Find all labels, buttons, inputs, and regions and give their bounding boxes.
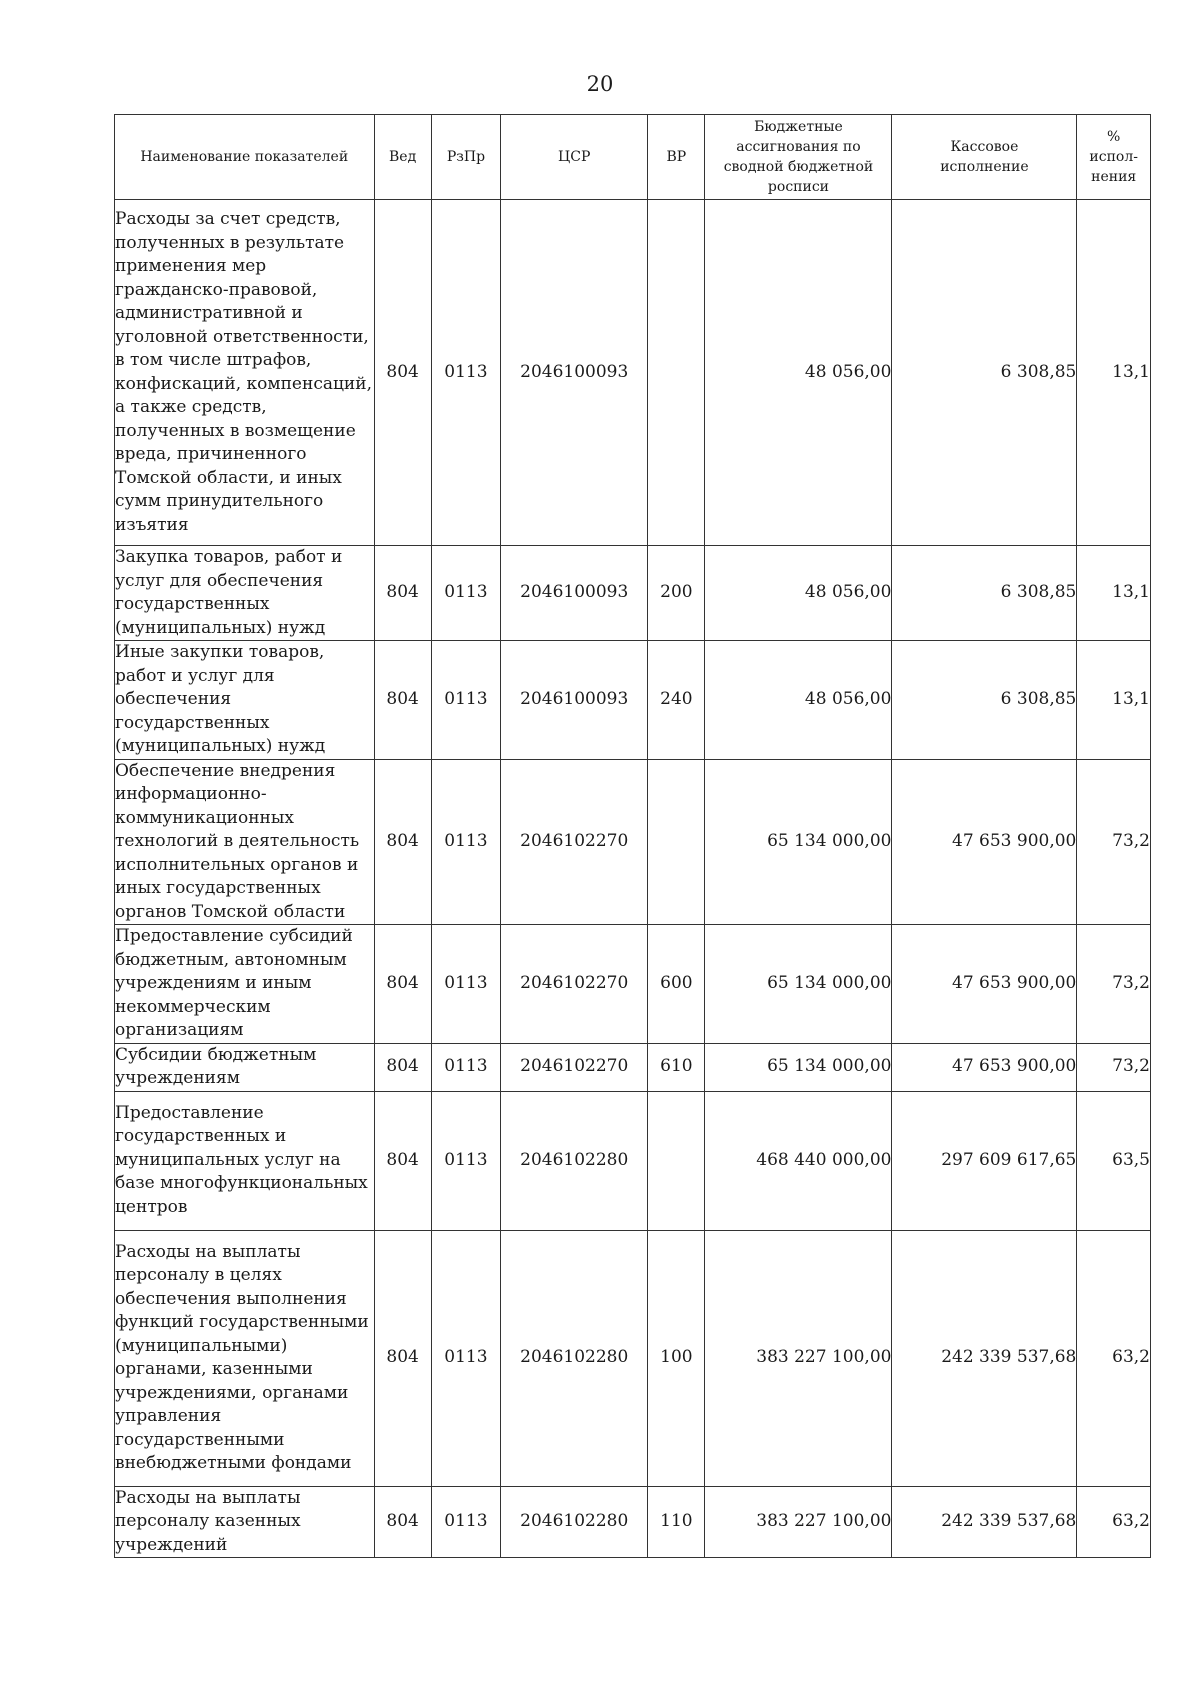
row-cash: 47 653 900,00 bbox=[892, 925, 1077, 1044]
row-pct: 13,1 bbox=[1077, 546, 1151, 641]
row-rzpr: 0113 bbox=[431, 1230, 500, 1486]
row-ved: 804 bbox=[374, 1230, 431, 1486]
header-budget: Бюджетные ассигнования по сводной бюджетной росписи bbox=[705, 115, 892, 200]
row-cash: 297 609 617,65 bbox=[892, 1091, 1077, 1230]
row-budget: 383 227 100,00 bbox=[705, 1486, 892, 1558]
row-ved: 804 bbox=[374, 1091, 431, 1230]
row-pct: 73,2 bbox=[1077, 925, 1151, 1044]
row-rzpr: 0113 bbox=[431, 641, 500, 760]
row-csr: 2046100093 bbox=[501, 641, 648, 760]
row-csr: 2046102280 bbox=[501, 1486, 648, 1558]
budget-execution-table bbox=[114, 114, 1151, 1558]
row-budget: 48 056,00 bbox=[705, 200, 892, 546]
page-number: 20 bbox=[586, 72, 614, 96]
table-row bbox=[115, 546, 1151, 641]
row-cash: 47 653 900,00 bbox=[892, 1043, 1077, 1091]
header-vr: ВР bbox=[648, 115, 705, 200]
row-csr: 2046102270 bbox=[501, 925, 648, 1044]
row-budget: 383 227 100,00 bbox=[705, 1230, 892, 1486]
row-name: Предоставление субсидий бюджетным, автономным учреждениям и иным некоммерческим организациям bbox=[115, 925, 375, 1044]
row-budget: 65 134 000,00 bbox=[705, 759, 892, 925]
header-csr: ЦСР bbox=[501, 115, 648, 200]
row-csr: 2046100093 bbox=[501, 546, 648, 641]
row-pct: 73,2 bbox=[1077, 759, 1151, 925]
row-pct: 63,5 bbox=[1077, 1091, 1151, 1230]
row-csr: 2046102270 bbox=[501, 1043, 648, 1091]
row-csr: 2046102280 bbox=[501, 1230, 648, 1486]
table-row bbox=[115, 925, 1151, 1044]
row-ved: 804 bbox=[374, 925, 431, 1044]
row-vr bbox=[648, 1091, 705, 1230]
row-vr: 610 bbox=[648, 1043, 705, 1091]
row-rzpr: 0113 bbox=[431, 925, 500, 1044]
row-name: Субсидии бюджетным учреждениям bbox=[115, 1043, 375, 1091]
row-pct: 63,2 bbox=[1077, 1486, 1151, 1558]
row-csr: 2046102270 bbox=[501, 759, 648, 925]
row-name: Обеспечение внедрения информационно-коммуникационных технологий в деятельность исполнительных органов и иных государственных органов Томской области bbox=[115, 759, 375, 925]
table-row bbox=[115, 1230, 1151, 1486]
row-vr: 240 bbox=[648, 641, 705, 760]
row-name: Предоставление государственных и муниципальных услуг на базе многофункциональных центров bbox=[115, 1091, 375, 1230]
row-pct: 73,2 bbox=[1077, 1043, 1151, 1091]
row-vr: 110 bbox=[648, 1486, 705, 1558]
table-row bbox=[115, 641, 1151, 760]
row-vr: 200 bbox=[648, 546, 705, 641]
header-ved: Вед bbox=[374, 115, 431, 200]
header-cash: Кассовое исполнение bbox=[892, 115, 1077, 200]
row-ved: 804 bbox=[374, 200, 431, 546]
row-csr: 2046102280 bbox=[501, 1091, 648, 1230]
row-budget: 48 056,00 bbox=[705, 641, 892, 760]
table-row bbox=[115, 1043, 1151, 1091]
row-cash: 242 339 537,68 bbox=[892, 1486, 1077, 1558]
row-cash: 242 339 537,68 bbox=[892, 1230, 1077, 1486]
row-budget: 65 134 000,00 bbox=[705, 1043, 892, 1091]
header-name: Наименование показателей bbox=[115, 115, 375, 200]
row-cash: 47 653 900,00 bbox=[892, 759, 1077, 925]
table-row bbox=[115, 1091, 1151, 1230]
row-ved: 804 bbox=[374, 1486, 431, 1558]
table-header-row bbox=[115, 115, 1151, 200]
row-budget: 65 134 000,00 bbox=[705, 925, 892, 1044]
row-budget: 468 440 000,00 bbox=[705, 1091, 892, 1230]
row-vr: 600 bbox=[648, 925, 705, 1044]
table-row bbox=[115, 759, 1151, 925]
row-ved: 804 bbox=[374, 641, 431, 760]
row-cash: 6 308,85 bbox=[892, 641, 1077, 760]
row-name: Иные закупки товаров, работ и услуг для обеспечения государственных (муниципальных) нужд bbox=[115, 641, 375, 760]
row-ved: 804 bbox=[374, 546, 431, 641]
row-rzpr: 0113 bbox=[431, 1486, 500, 1558]
row-ved: 804 bbox=[374, 759, 431, 925]
row-name: Расходы на выплаты персоналу казенных учреждений bbox=[115, 1486, 375, 1558]
row-name: Закупка товаров, работ и услуг для обеспечения государственных (муниципальных) нужд bbox=[115, 546, 375, 641]
row-name: Расходы на выплаты персоналу в целях обеспечения выполнения функций государственными (муниципальными) органами, казенными учреждениями, органами управления государственными внебюджетными фондами bbox=[115, 1230, 375, 1486]
row-name: Расходы за счет средств, полученных в результате применения мер гражданско-правовой, административной и уголовной ответственности, в том числе штрафов, конфискаций, компенсаций, а также средств, полученных в возмещение вреда, причиненного Томской области, и иных сумм принудительного изъятия bbox=[115, 200, 375, 546]
table-row bbox=[115, 1486, 1151, 1558]
row-vr bbox=[648, 200, 705, 546]
row-pct: 13,1 bbox=[1077, 641, 1151, 760]
row-pct: 63,2 bbox=[1077, 1230, 1151, 1486]
row-vr: 100 bbox=[648, 1230, 705, 1486]
header-rzpr: РзПр bbox=[431, 115, 500, 200]
table-row bbox=[115, 200, 1151, 546]
row-csr: 2046100093 bbox=[501, 200, 648, 546]
row-cash: 6 308,85 bbox=[892, 546, 1077, 641]
row-budget: 48 056,00 bbox=[705, 546, 892, 641]
row-ved: 804 bbox=[374, 1043, 431, 1091]
row-rzpr: 0113 bbox=[431, 759, 500, 925]
row-vr bbox=[648, 759, 705, 925]
row-rzpr: 0113 bbox=[431, 1091, 500, 1230]
row-pct: 13,1 bbox=[1077, 200, 1151, 546]
row-cash: 6 308,85 bbox=[892, 200, 1077, 546]
row-rzpr: 0113 bbox=[431, 200, 500, 546]
row-rzpr: 0113 bbox=[431, 1043, 500, 1091]
header-pct: % испол-нения bbox=[1077, 115, 1151, 200]
row-rzpr: 0113 bbox=[431, 546, 500, 641]
